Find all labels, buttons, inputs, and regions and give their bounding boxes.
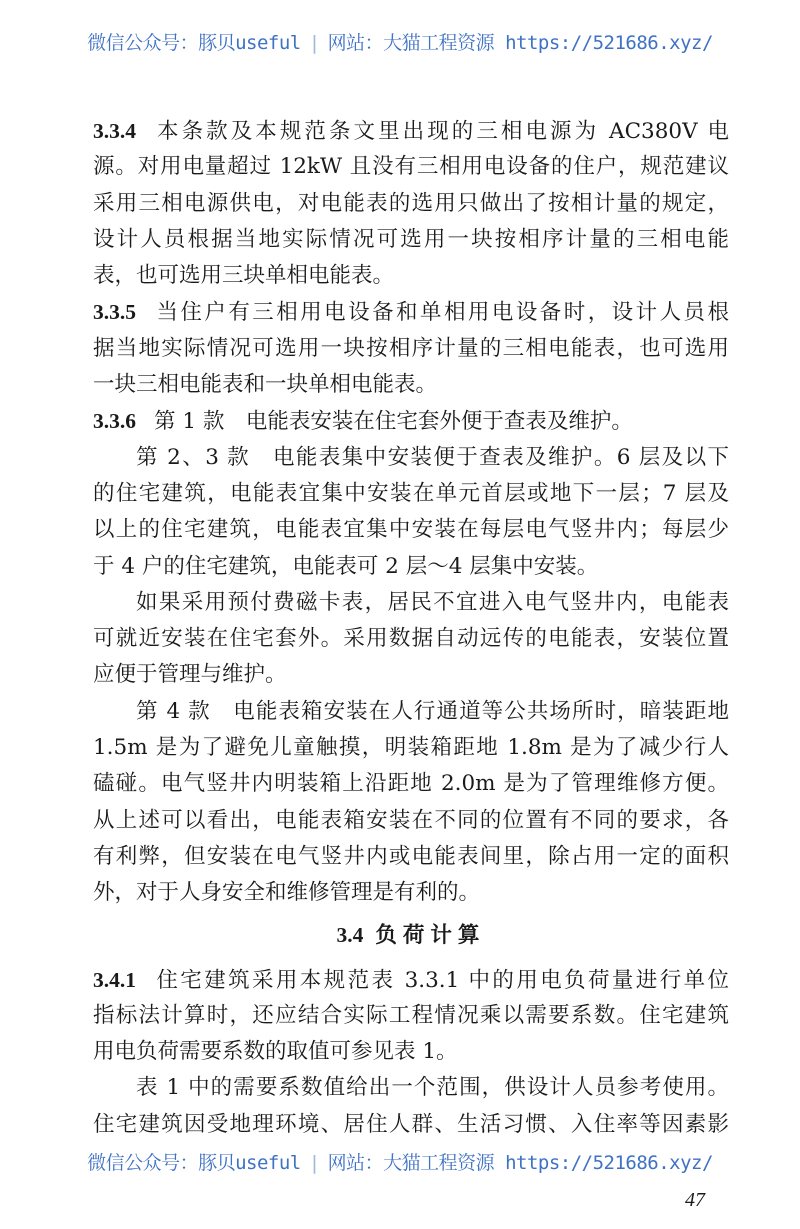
text-line: 1.5m 是为了避免儿童触摸，明装箱距地 1.8m 是为了减少行人	[93, 735, 729, 761]
text-line: 住宅建筑采用本规范表 3.3.1 中的用电负荷量进行单位	[154, 967, 729, 993]
text-line: 住宅建筑因受地理环境、居住人群、生活习惯、入住率等因素影	[93, 1111, 729, 1137]
watermark-top	[0, 32, 800, 54]
text-line: 第 2、3 款 电能表集中安装便于查表及维护。6 层及以下	[136, 444, 729, 470]
section-heading	[93, 912, 729, 962]
text-line: 采用三相电源供电，对电能表的选用只做出了按相计量的规定，	[93, 190, 729, 216]
text-line: 外，对于人身安全和维修管理是有利的。	[93, 880, 481, 906]
text-line: 设计人员根据当地实际情况可选用一块按相序计量的三相电能	[93, 226, 729, 252]
text-line: 有利弊，但安装在电气竖井内或电能表间里，除占用一定的面积	[93, 843, 729, 869]
document-body	[93, 113, 729, 1143]
text-line: 表，也可选用三块单相电能表。	[93, 263, 395, 289]
text-line: 源。对用电量超过 12kW 且没有三相用电设备的住户，规范建议	[93, 154, 729, 180]
watermark-separator: |	[308, 32, 320, 54]
text-line: 一块三相电能表和一块单相电能表。	[93, 372, 438, 398]
watermark-site: 网站：大猫工程资源 https://521686.xyz/	[327, 32, 713, 54]
page-number: 47	[685, 1189, 705, 1211]
section-number: 3.4	[336, 922, 364, 947]
text-line: 以上的住宅建筑，电能表宜集中安装在每层电气竖井内；每层少	[93, 517, 729, 543]
text-line: 的住宅建筑，电能表宜集中安装在单元首层或地下一层；7 层及	[93, 480, 729, 506]
text-line: 据当地实际情况可选用一块按相序计量的三相电能表，也可选用	[93, 335, 729, 361]
text-line: 指标法计算时，还应结合实际工程情况乘以需要系数。住宅建筑	[93, 1002, 729, 1028]
text-line: 表 1 中的需要系数值给出一个范围，供设计人员参考使用。	[136, 1075, 729, 1101]
watermark-separator: |	[308, 1152, 320, 1174]
text-line: 用电负荷需要系数的取值可参见表 1。	[93, 1039, 458, 1065]
watermark-wechat: 微信公众号：豚贝useful	[87, 32, 301, 54]
clause-3-3-6	[93, 403, 729, 439]
text-line: 第 4 款 电能表箱安装在人行通道等公共场所时，暗装距地	[136, 698, 729, 724]
text-line: 当住户有三相用电设备和单相用电设备时，设计人员根	[154, 300, 729, 326]
clause-number: 3.4.1	[93, 967, 136, 992]
clause-number: 3.3.6	[93, 409, 136, 434]
text-line: 应便于管理与维护。	[93, 662, 287, 688]
text-line: 可就近安装在住宅套外。采用数据自动远传的电能表，安装位置	[93, 626, 729, 652]
watermark-bottom	[0, 1152, 800, 1174]
watermark-wechat: 微信公众号：豚贝useful	[87, 1152, 301, 1174]
text-line: 如果采用预付费磁卡表，居民不宜进入电气竖井内，电能表	[136, 589, 729, 615]
clause-number: 3.3.4	[93, 119, 136, 143]
text-line: 从上述可以看出，电能表箱安装在不同的位置有不同的要求，各	[93, 807, 729, 833]
clause-number: 3.3.5	[93, 300, 136, 325]
clause-3-3-5	[93, 294, 729, 330]
watermark-site: 网站：大猫工程资源 https://521686.xyz/	[327, 1152, 713, 1174]
text-line: 于 4 户的住宅建筑，电能表可 2 层～4 层集中安装。	[93, 553, 599, 579]
clause-3-4-1	[93, 962, 729, 998]
text-line: 磕碰。电气竖井内明装箱上沿距地 2.0m 是为了管理维修方便。	[93, 771, 729, 797]
text-line: 本条款及本规范条文里出现的三相电源为 AC380V 电	[154, 119, 729, 144]
text-line: 第 1 款 电能表安装在住宅套外便于查表及维护。	[154, 409, 633, 435]
section-title: 负荷计算	[375, 922, 486, 948]
clause-3-3-4	[93, 113, 729, 149]
